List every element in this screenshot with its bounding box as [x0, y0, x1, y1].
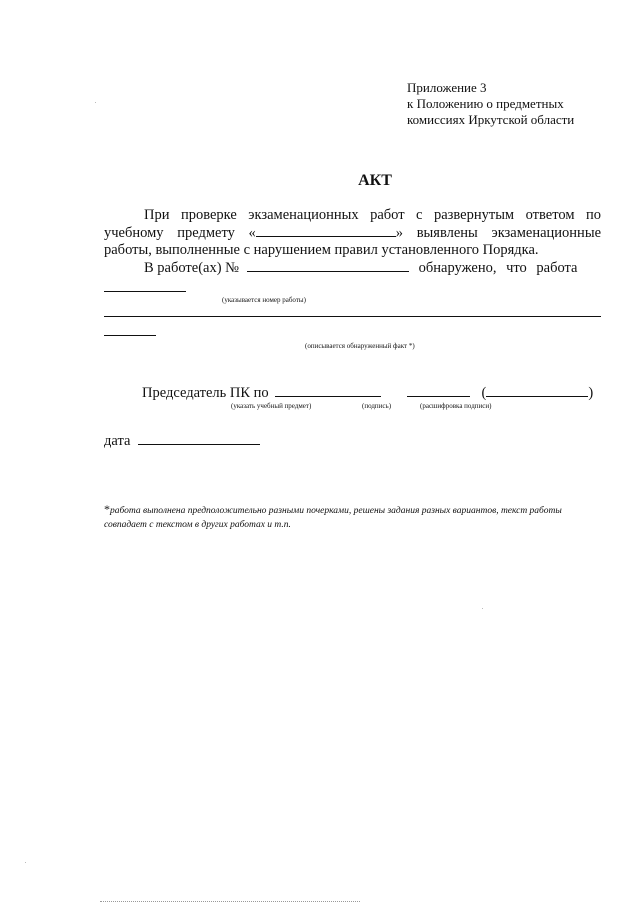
date-row: [104, 432, 260, 450]
date-blank[interactable]: [138, 432, 260, 445]
hint-subject: (указать учебный предмет): [231, 402, 312, 410]
footnote-text: работа выполнена предположительно разными почерками, решены задания разных вариантов, текст работы совпадает с текстом в других работах и т.п.: [104, 506, 562, 530]
scan-edge-mark: [100, 901, 360, 902]
document-title-wrap: [0, 172, 640, 190]
work-number-blank[interactable]: [247, 259, 409, 272]
subject-blank[interactable]: [256, 224, 396, 237]
hint-signature: (подпись): [362, 402, 392, 410]
signature-blank[interactable]: [407, 384, 470, 397]
scan-speck: [25, 862, 26, 863]
hint-work-number: (указывается номер работы): [222, 296, 306, 304]
document-title: АКТ: [358, 172, 392, 189]
appendix-line-1: Приложение 3: [407, 80, 487, 95]
hint-decoding: (расшифровка подписи): [420, 402, 492, 410]
open-paren: (: [481, 385, 487, 401]
chair-row: [142, 384, 593, 402]
hint-fact: (описывается обнаруженный факт *): [305, 342, 415, 350]
scan-speck: [482, 608, 483, 609]
appendix-note: [407, 80, 574, 128]
chair-label: Председатель ПК по: [142, 385, 269, 401]
paragraph-2-text-b: обнаружено, что работа: [418, 260, 578, 276]
paragraph-2-text-a: В работе(ах) №: [144, 260, 239, 276]
paragraph-1: [104, 207, 601, 259]
footnote-star: *: [104, 502, 110, 516]
fact-line[interactable]: [104, 316, 601, 317]
appendix-line-3: комиссиях Иркутской области: [407, 112, 575, 127]
close-paren: ): [588, 385, 594, 401]
work-number-line[interactable]: [104, 291, 186, 292]
appendix-line-2: к Положению о предметных: [407, 96, 564, 111]
fact-line-continuation[interactable]: [104, 335, 156, 336]
footnote: [104, 502, 601, 532]
date-label: дата: [104, 433, 131, 449]
decoding-blank[interactable]: [486, 384, 588, 397]
paragraph-1-text-b: » выявлены экзаменационные работы, выполненные с нарушением правил установленного Порядка.: [104, 225, 601, 258]
scan-speck: [95, 102, 96, 103]
paragraph-2: [104, 259, 601, 277]
paragraph-1-text-a: При проверке экзаменационных работ с развернутым ответом по учебному предмету «: [104, 207, 601, 241]
chair-subject-blank[interactable]: [275, 384, 381, 397]
